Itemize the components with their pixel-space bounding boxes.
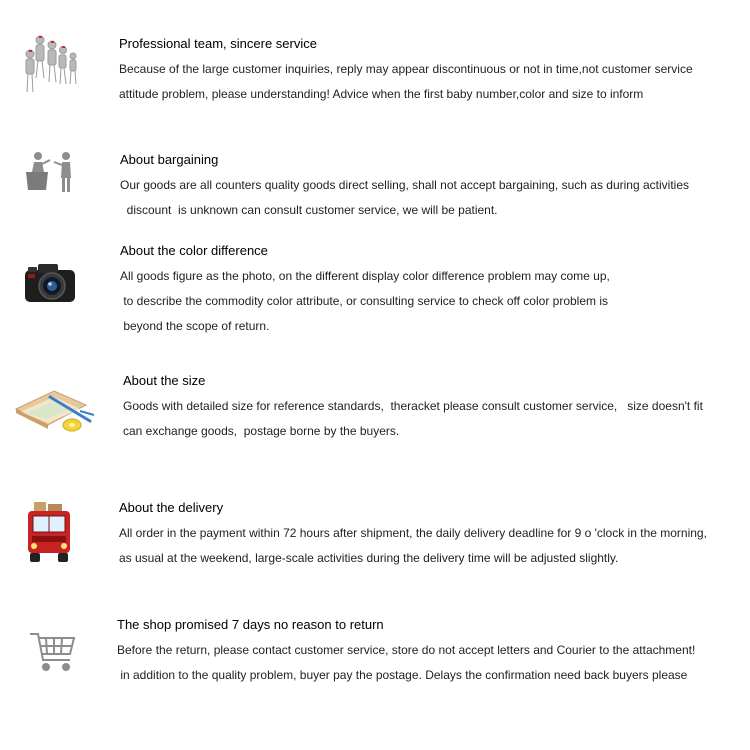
section-text-line: Goods with detailed size for reference standards, theracket please consult customer service, size doesn't fit <box>123 399 703 413</box>
section-title: Professional team, sincere service <box>119 36 317 51</box>
section-text-line: beyond the scope of return. <box>120 319 270 333</box>
delivery-truck-icon <box>24 500 74 564</box>
section-title: About the size <box>123 373 206 388</box>
section-text-line: as usual at the weekend, large-scale activities during the delivery time will be adjusted slightly. <box>119 551 619 565</box>
section-text-line: Because of the large customer inquiries, reply may appear discontinuous or not in time,not customer service <box>119 62 693 76</box>
section-text-line: discount is unknown can consult customer service, we will be patient. <box>120 203 498 217</box>
section-title: About bargaining <box>120 152 219 167</box>
section-title: About the color difference <box>120 243 268 258</box>
team-icon <box>20 30 82 96</box>
section-text-line: to describe the commodity color attribute, or consulting service to check off color problem is <box>120 294 608 308</box>
section-text-line: All order in the payment within 72 hours after shipment, the daily delivery deadline for 9 o 'clock in the morning, <box>119 526 707 540</box>
bargaining-icon <box>22 150 78 194</box>
section-text-line: attitude problem, please understanding! Advice when the first baby number,color and size to inform <box>119 87 644 101</box>
section-title: The shop promised 7 days no reason to return <box>117 617 384 632</box>
section-text-line: All goods figure as the photo, on the different display color difference problem may come up, <box>120 269 610 283</box>
camera-icon <box>24 262 76 304</box>
measuring-tape-icon <box>10 385 96 435</box>
section-text-line: can exchange goods, postage borne by the buyers. <box>123 424 400 438</box>
section-title: About the delivery <box>119 500 224 515</box>
shopping-cart-icon <box>28 630 78 674</box>
section-text-line: Our goods are all counters quality goods direct selling, shall not accept bargaining, such as during activities <box>120 178 689 192</box>
section-text-line: in addition to the quality problem, buyer pay the postage. Delays the confirmation need back buyers please <box>117 668 688 682</box>
section-text-line: Before the return, please contact customer service, store do not accept letters and Courier to the attachment! <box>117 643 696 657</box>
